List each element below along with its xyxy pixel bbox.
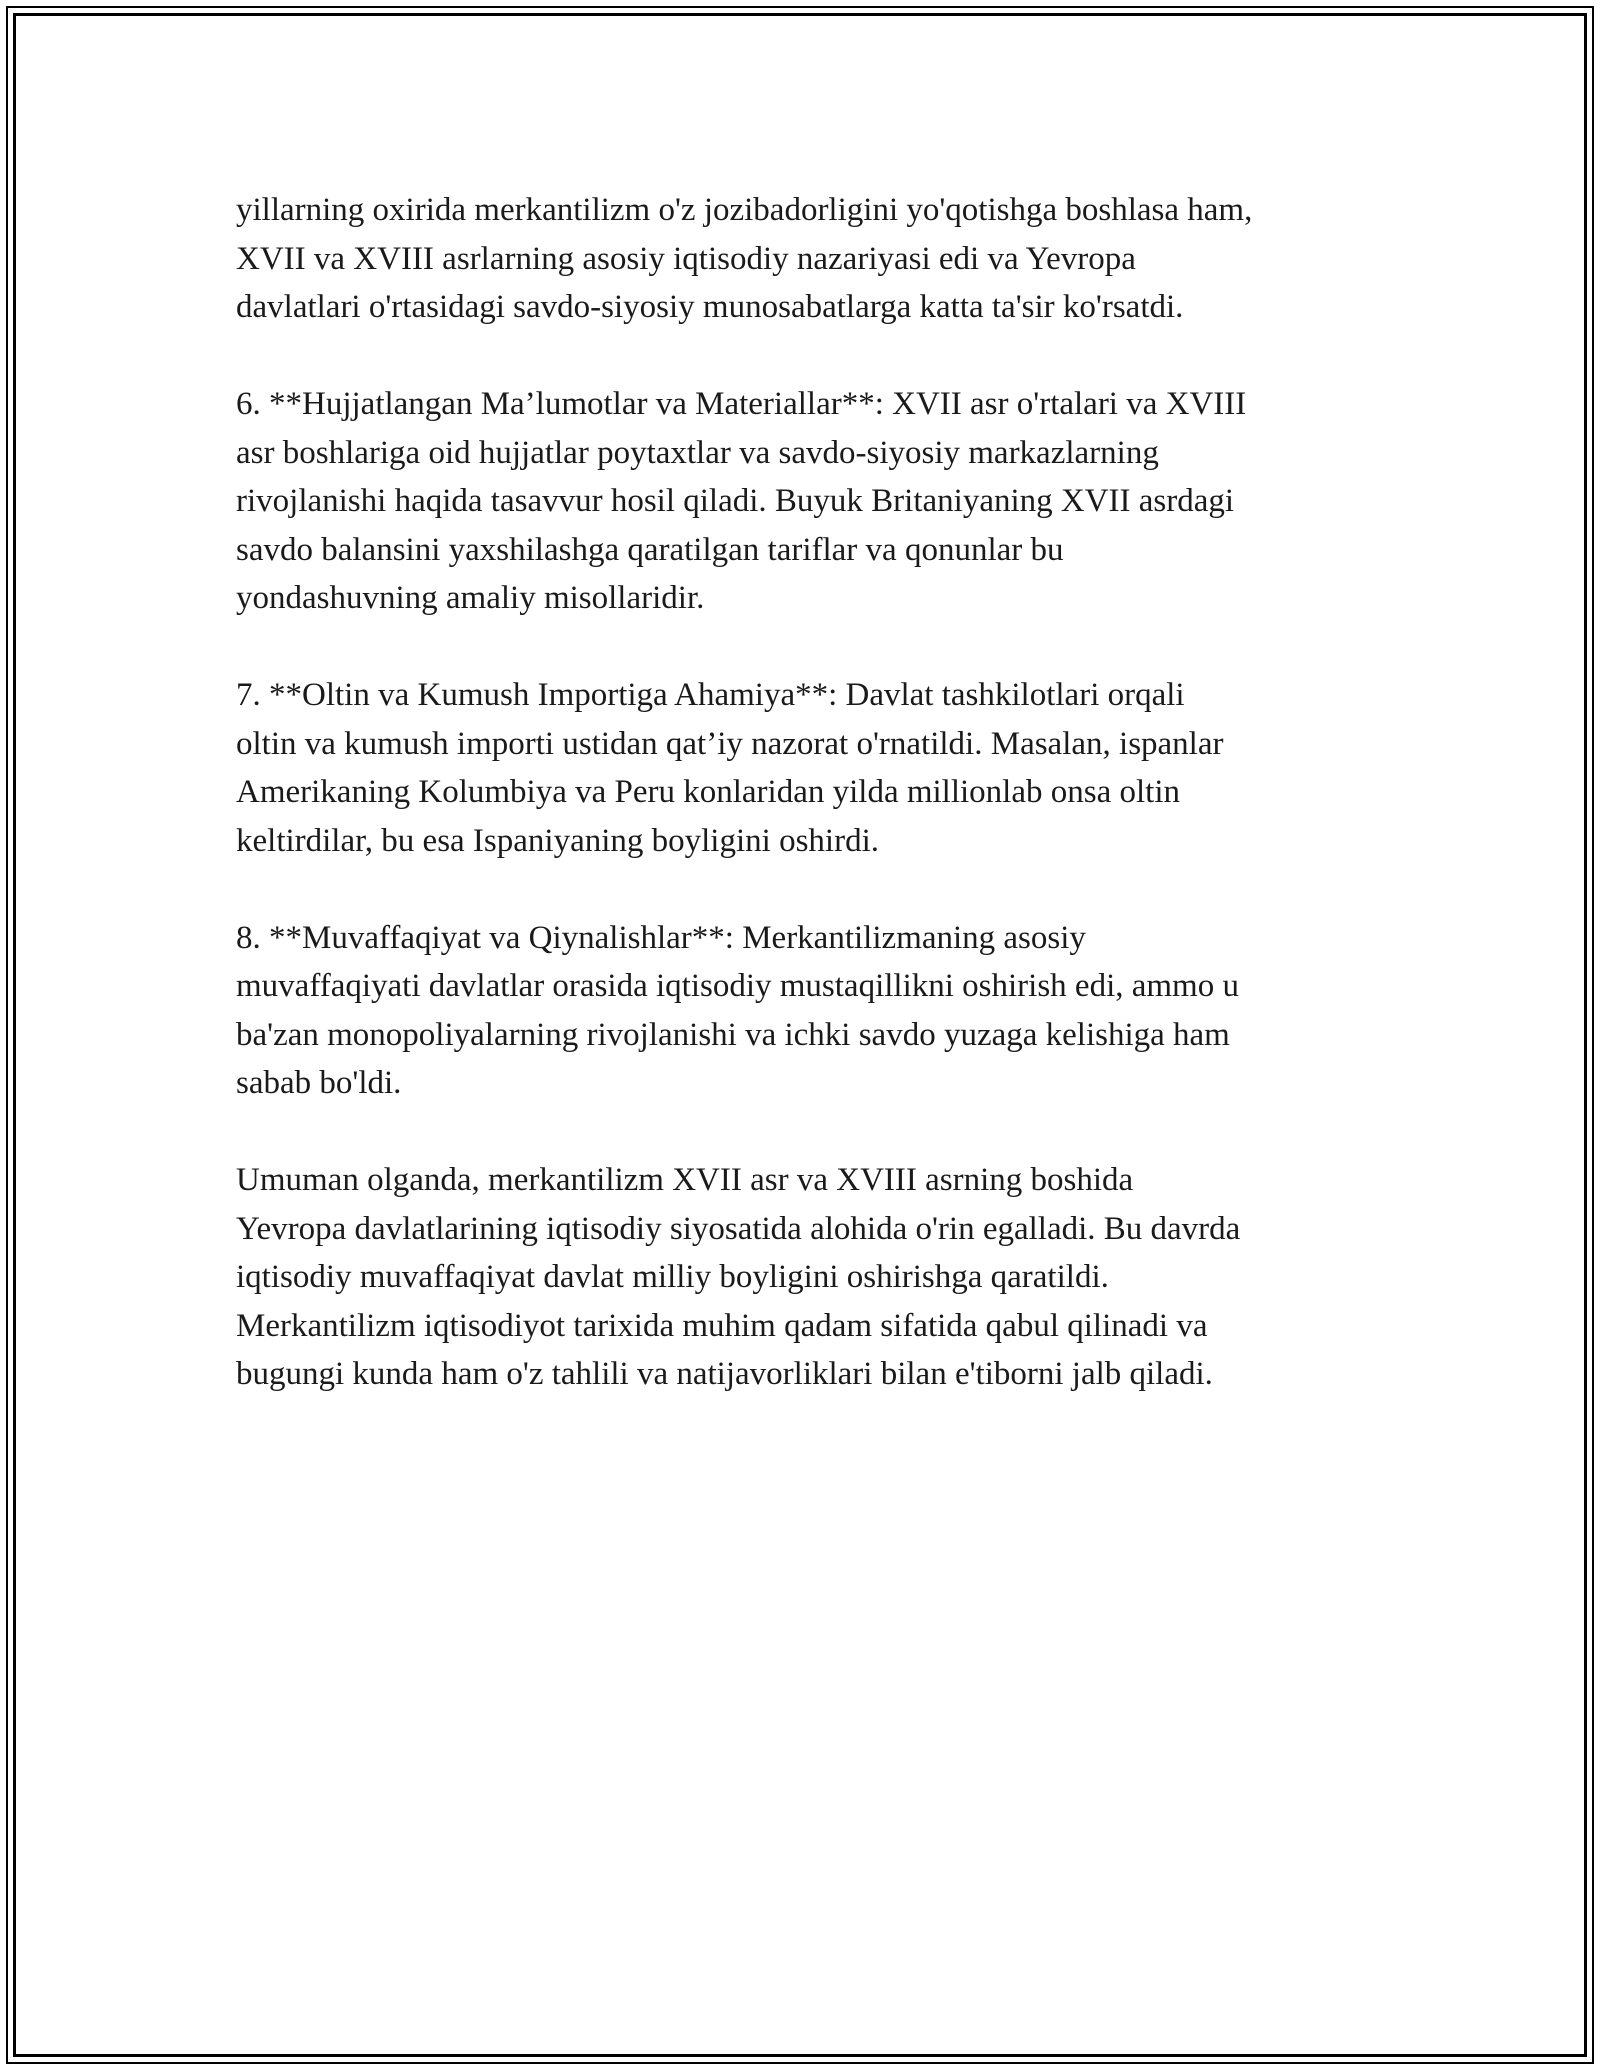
- paragraph-conclusion: Umuman olganda, merkantilizm XVII asr va XVIII asrning boshida Yevropa davlatlarining iqtisodiy siyosatida alohida o'rin egalladi. Bu davrda iqtisodiy muvaffaqiyat davlat milliy boyligini oshirishga qaratildi. Merkantilizm iqtisodiyot tarixida muhim qadam sifatida qabul qilinadi va bugungi kunda ham o'z tahlili va natijavorliklari bilan e'tiborni jalb qiladi.: [236, 1162, 1241, 1392]
- paragraph-continuation: yillarning oxirida merkantilizm o'z jozibadorligini yo'qotishga boshlasa ham, XVII va XVIII asrlarning asosiy iqtisodiy nazariyasi edi va Yevropa davlatlari o'rtasidagi savdo-siyosiy munosabatlarga katta ta'sir ko'rsatdi.: [236, 192, 1253, 325]
- paragraph-item-8: 8. **Muvaffaqiyat va Qiynalishlar**: Merkantilizmaning asosiy muvaffaqiyati davlatlar orasida iqtisodiy mustaqillikni oshirish edi, ammo u ba'zan monopoliyalarning rivojlanishi va ichki savdo yuzaga kelishiga ham sabab bo'ldi.: [236, 919, 1239, 1101]
- paragraph-item-6: 6. **Hujjatlangan Ma’lumotlar va Materiallar**: XVII asr o'rtalari va XVIII asr boshlariga oid hujjatlar poytaxtlar va savdo-siyosiy markazlarning rivojlanishi haqida tasavvur hosil qiladi. Buyuk Britaniyaning XVII asrdagi savdo balansini yaxshilashga qaratilgan tariflar va qonunlar bu yondashuvning amaliy misollaridir.: [236, 386, 1247, 616]
- paragraph-item-7: 7. **Oltin va Kumush Importiga Ahamiya**: Davlat tashkilotlari orqali oltin va kumush importi ustidan qat’iy nazorat o'rnatildi. Masalan, ispanlar Amerikaning Kolumbiya va Peru konlaridan yilda millionlab onsa oltin keltirdilar, bu esa Ispaniyaning boyligini oshirdi.: [236, 677, 1224, 859]
- document-body: [236, 186, 1386, 1447]
